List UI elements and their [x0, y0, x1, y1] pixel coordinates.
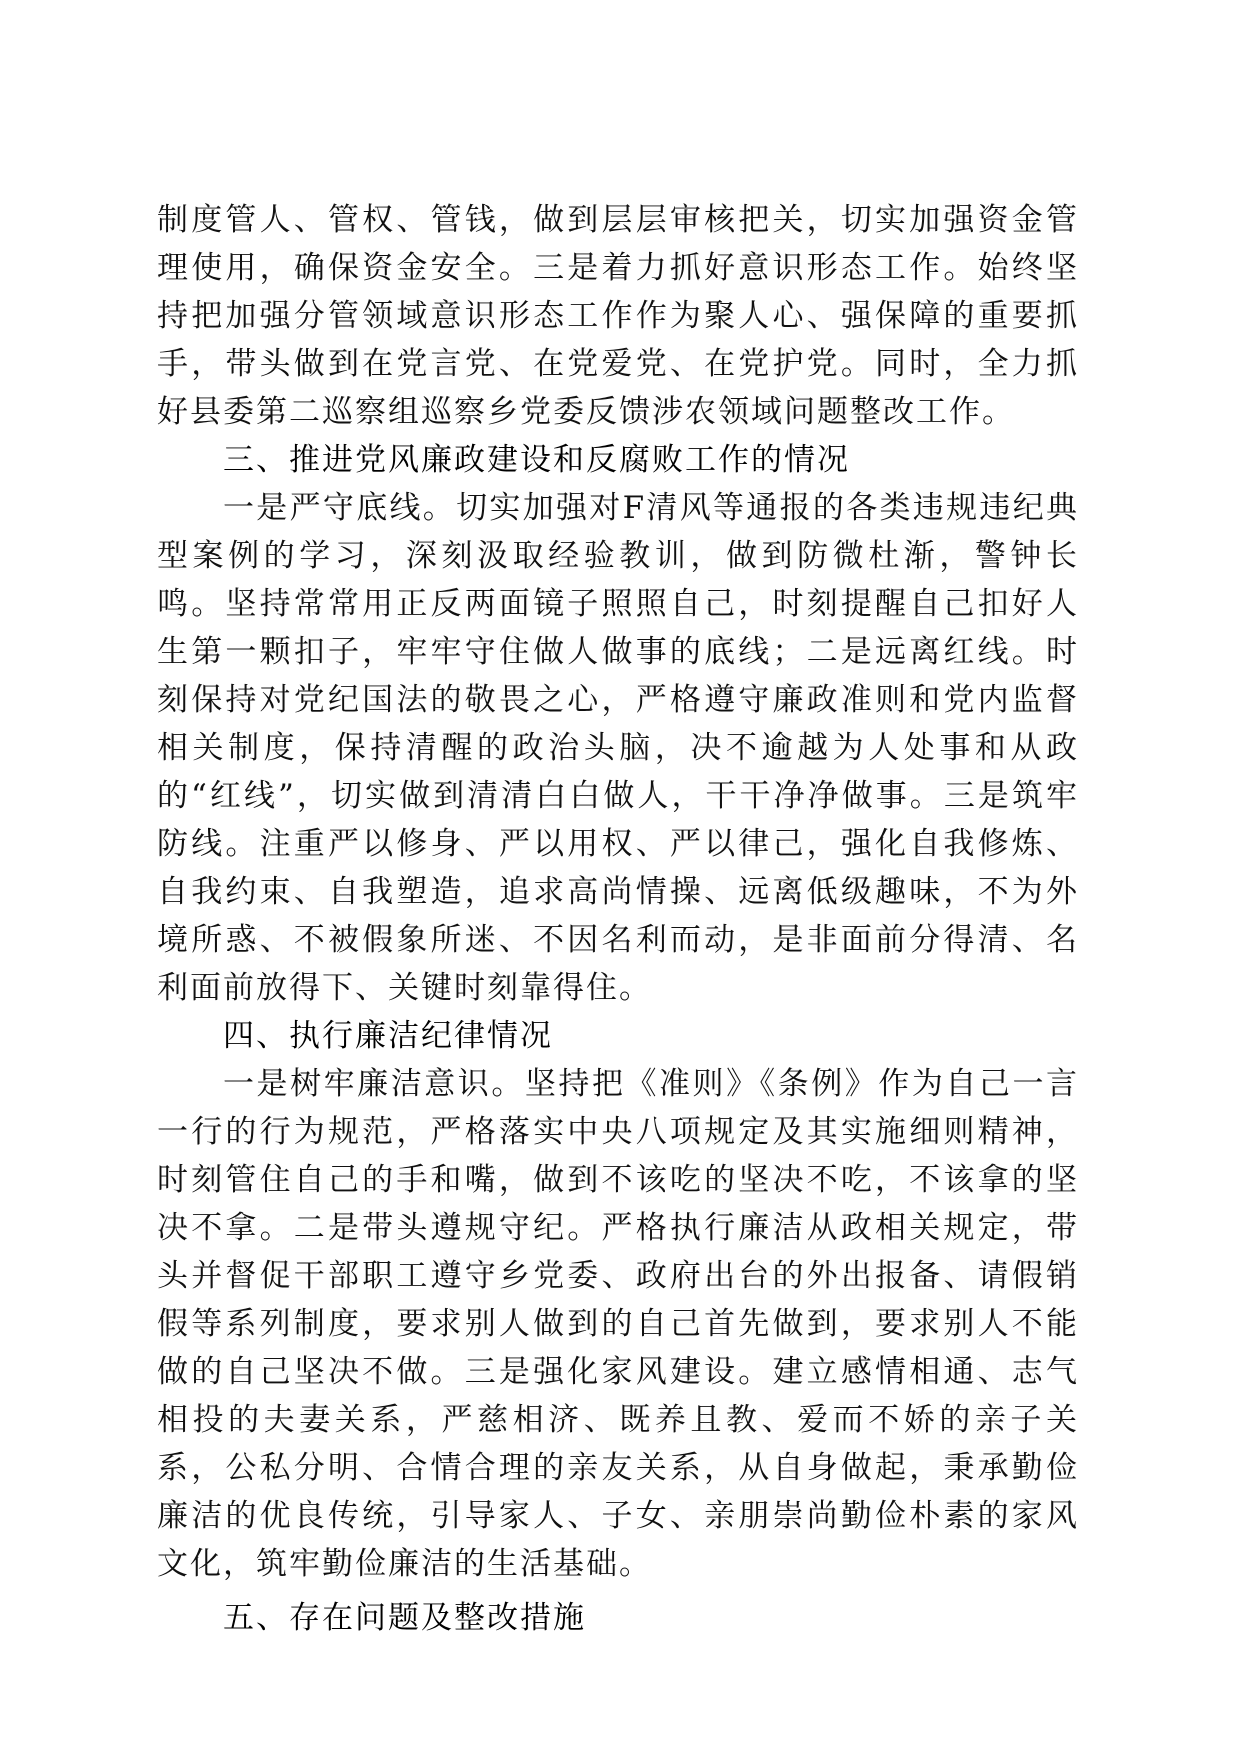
paragraph-section-3: 一是严守底线。切实加强对F清风等通报的各类违规违纪典型案例的学习，深刻汲取经验教训，做到防微杜渐，警钟长鸣。坚持常常用正反两面镜子照照自己，时刻提醒自己扣好人生第一颗扣子，牢牢守住做人做事的底线；二是远离红线。时刻保持对党纪国法的敬畏之心，严格遵守廉政准则和党内监督相关制度，保持清醒的政治头脑，决不逾越为人处事和从政的“红线”，切实做到清清白白做人，干干净净做事。三是筑牢防线。注重严以修身、严以用权、严以律己，强化自我修炼、自我约束、自我塑造，追求高尚情操、远离低级趣味，不为外境所惑、不被假象所迷、不因名利而动，是非面前分得清、名利面前放得下、关键时刻靠得住。	[157, 490, 1079, 1006]
paragraph-continued: 制度管人、管权、管钱，做到层层审核把关，切实加强资金管理使用，确保资金安全。三是着力抓好意识形态工作。始终坚持把加强分管领域意识形态工作作为聚人心、强保障的重要抓手，带头做到在党言党、在党爱党、在党护党。同时，全力抓好县委第二巡察组巡察乡党委反馈涉农领域问题整改工作。	[157, 202, 1079, 430]
section-heading-3: 三、推进党风廉政建设和反腐败工作的情况	[223, 442, 850, 478]
paragraph-section-4: 一是树牢廉洁意识。坚持把《准则》《条例》作为自己一言一行的行为规范，严格落实中央八项规定及其实施细则精神，时刻管住自己的手和嘴，做到不该吃的坚决不吃，不该拿的坚决不拿。二是带头遵规守纪。严格执行廉洁从政相关规定，带头并督促干部职工遵守乡党委、政府出台的外出报备、请假销假等系列制度，要求别人做到的自己首先做到，要求别人不能做的自己坚决不做。三是强化家风建设。建立感情相通、志气相投的夫妻关系，严慈相济、既养且教、爱而不娇的亲子关系，公私分明、合情合理的亲友关系，从自身做起，秉承勤俭廉洁的优良传统，引导家人、子女、亲朋崇尚勤俭朴素的家风文化，筑牢勤俭廉洁的生活基础。	[157, 1066, 1079, 1582]
document-body	[157, 196, 1079, 1642]
section-heading-5: 五、存在问题及整改措施	[223, 1600, 586, 1636]
section-heading-4: 四、执行廉洁纪律情况	[223, 1018, 553, 1054]
